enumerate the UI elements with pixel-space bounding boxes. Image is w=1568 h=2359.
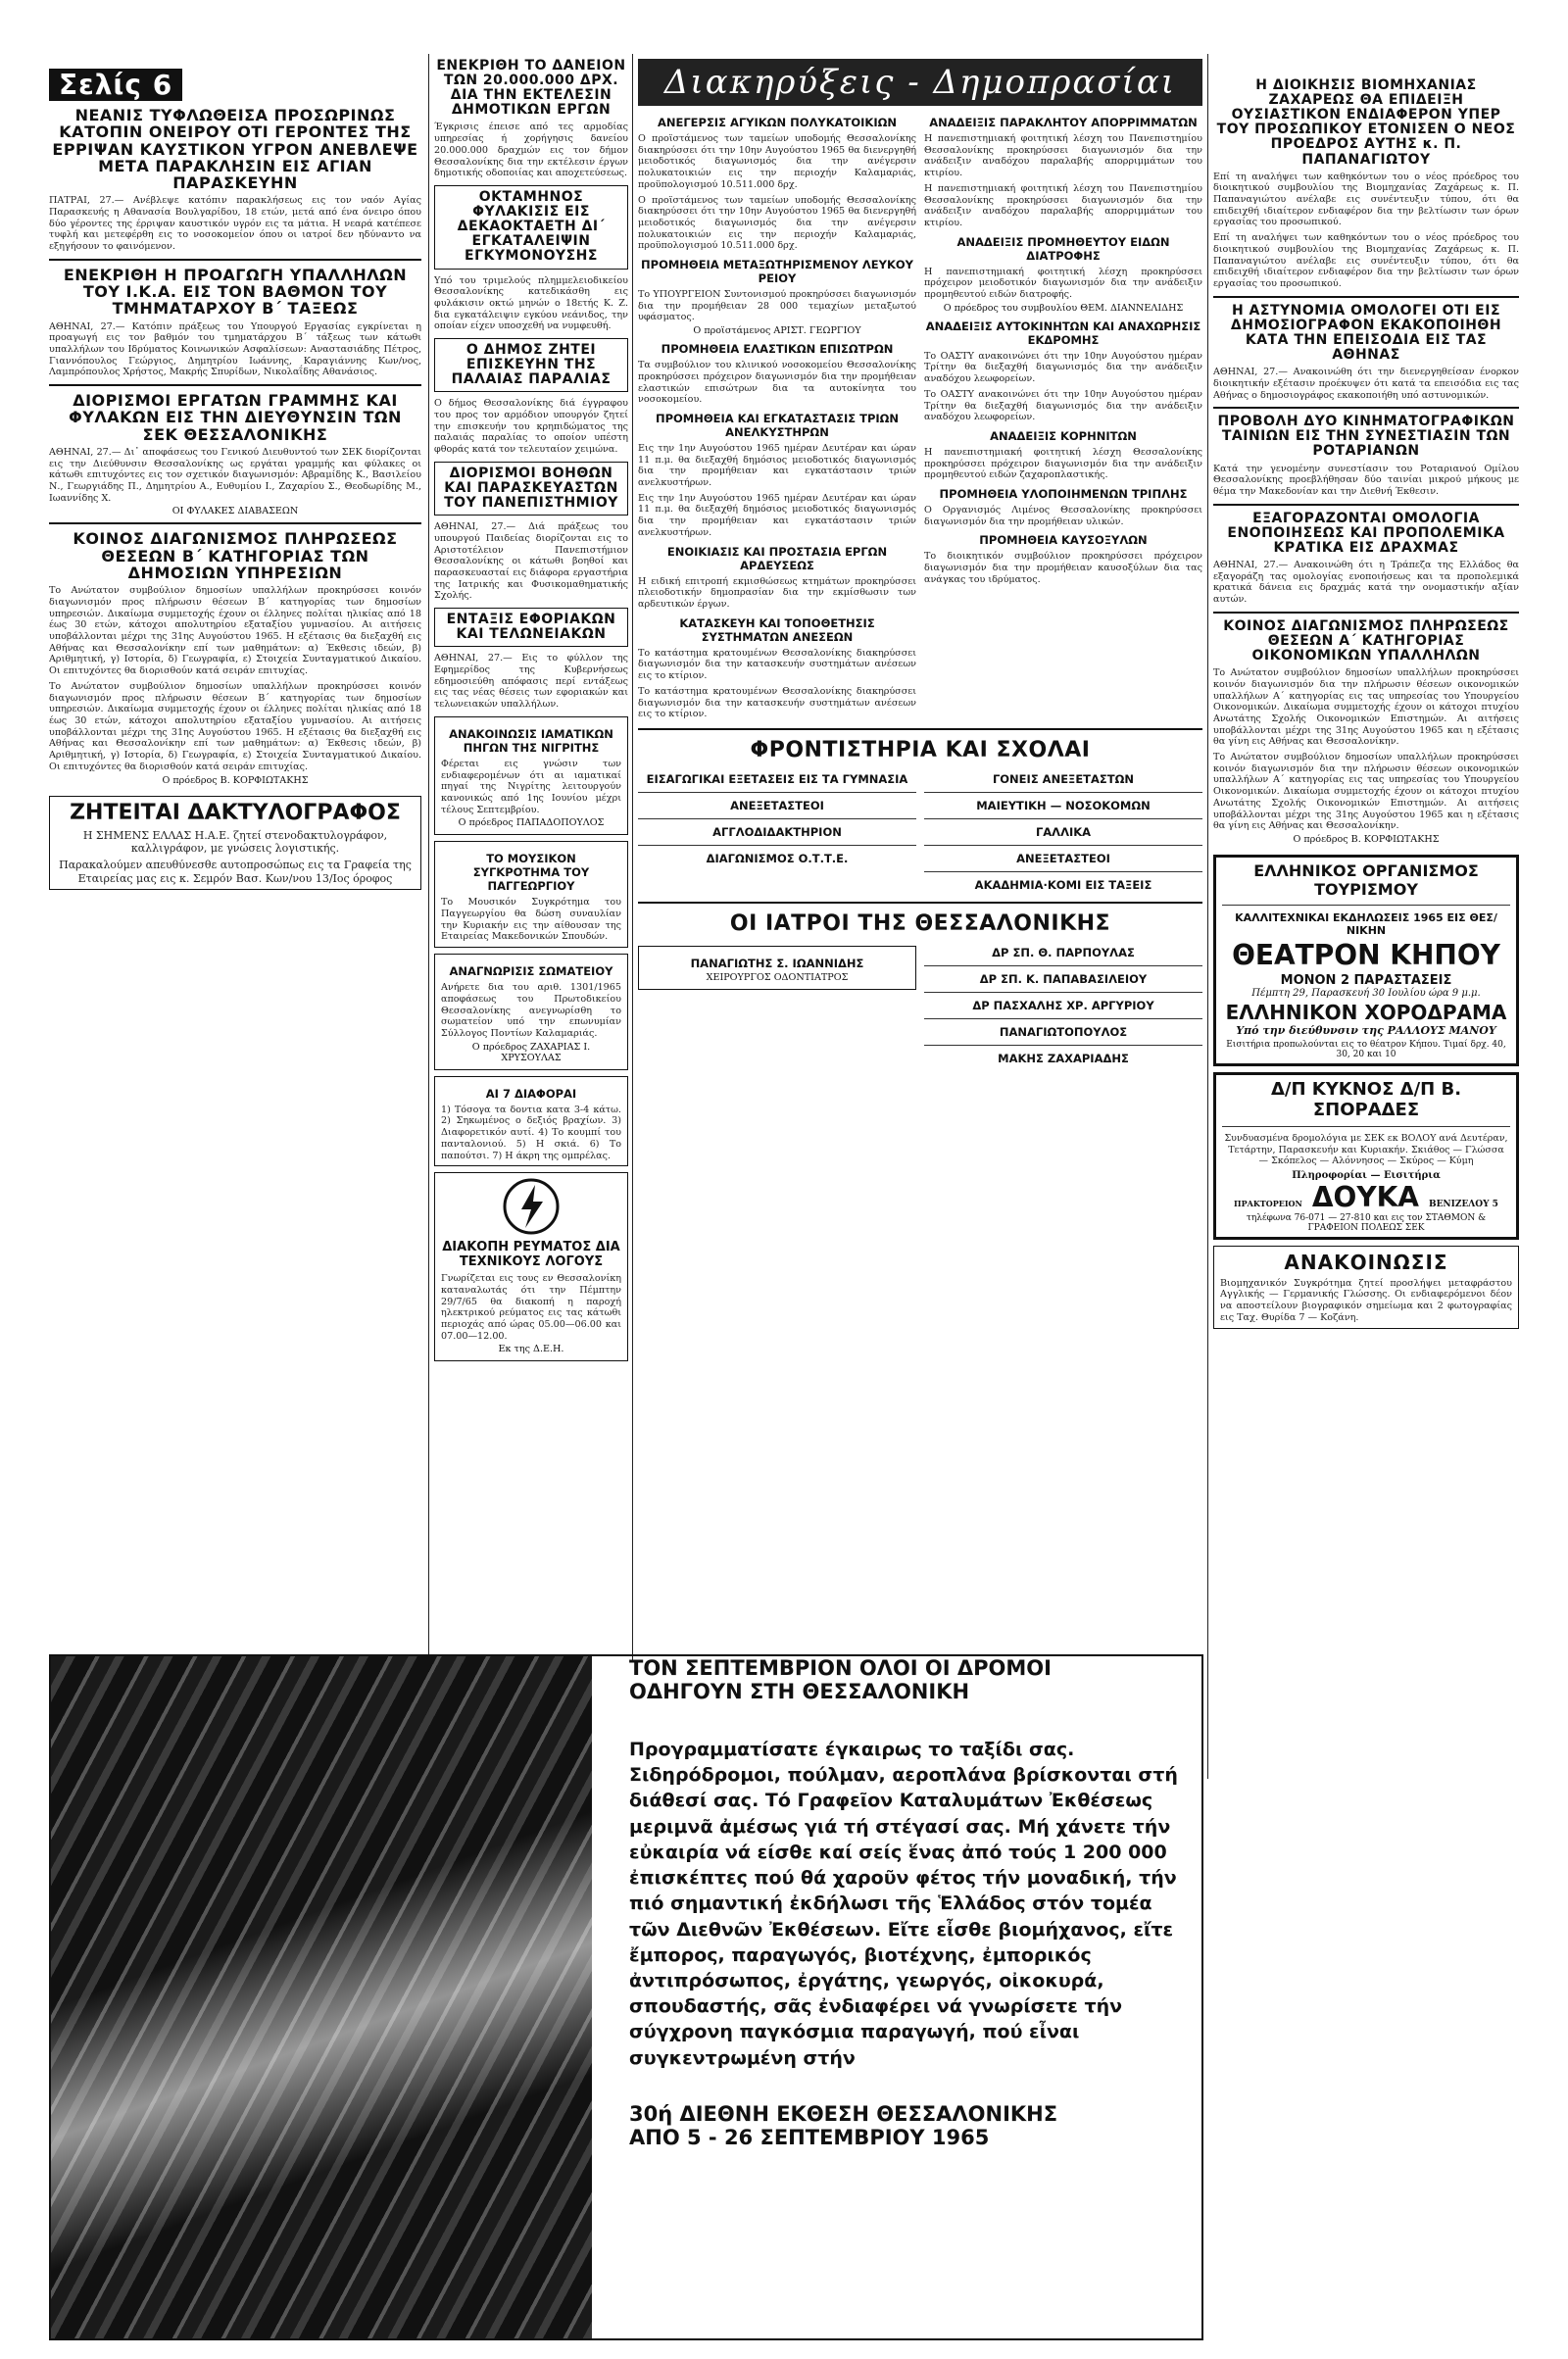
ad-title: ΖΗΤΕΙΤΑΙ ΔΑΚΤΥΛΟΓΡΑΦΟΣ xyxy=(70,800,401,825)
ad-director: Υπό την διεύθυνσιν της ΡΑΛΛΟΥΣ ΜΑΝΟΥ xyxy=(1236,1023,1496,1037)
doctor-name: ΔΡ ΣΠ. Θ. ΠΑΡΠΟΥΛΑΣ xyxy=(992,945,1135,959)
article-headline: ΝΕΑΝΙΣ ΤΥΦΛΩΘΕΙΣΑ ΠΡΟΣΩΡΙΝΩΣ ΚΑΤΟΠΙΝ ΟΝΕΙΡΟΥ ΟΤΙ ΓΕΡΟΝΤΕΣ ΤΗΣ ΕΡΡΙΨΑΝ ΚΑΥΣΤΙΚΟΝ ΥΓΡΟΝ ΑΝΕΒΛΕΨΕ ΜΕΤΑ ΠΑΡΑΚΛΗΣΙΝ ΕΙΣ ΑΓΙΑΝ ΠΑΡΑΣΚΕΥΗΝ xyxy=(52,106,418,193)
ad-title: ΑΝΑΚΟΙΝΩΣΙΣ xyxy=(1284,1250,1448,1274)
doctors-left xyxy=(638,940,916,1067)
ad-info-label: Πληροφορίαι — Εισιτήρια xyxy=(1292,1169,1441,1181)
school-ad-title: ΑΚΑΔΗΜΙΑ·ΚΟΜΙ ΕΙΣ ΤΑΞΕΙΣ xyxy=(974,877,1152,892)
article-headline: ΔΙΟΡΙΣΜΟΙ ΕΡΓΑΤΩΝ ΓΡΑΜΜΗΣ ΚΑΙ ΦΥΛΑΚΩΝ ΕΙΣ ΤΗΝ ΔΙΕΥΘΥΝΣΙΝ ΤΩΝ ΣΕΚ ΘΕΣΣΑΛΟΝΙΚΗΣ xyxy=(69,391,402,444)
boxed-article xyxy=(434,185,628,270)
boxed-article xyxy=(434,338,628,392)
notices-left xyxy=(638,110,916,720)
ad-title: Δ/Π ΚΥΚΝΟΣ Δ/Π Β. ΣΠΟΡΑΔΕΣ xyxy=(1270,1078,1462,1120)
article-headline: ΠΡΟΒΟΛΗ ΔΥΟ ΚΙΝΗΜΑΤΟΓΡΑΦΙΚΩΝ ΤΑΙΝΙΩΝ ΕΙΣ ΤΗΝ ΣΥΝΕΣΤΙΑΣΙΝ ΤΩΝ ΡΟΤΑΡΙΑΝΩΝ xyxy=(1217,414,1515,460)
notice-body: Τα συμβούλιον του κλινικού νοσοκομείου Θεσσαλονίκης προκηρύσσει πρόχειρον διαγωνισμόν δια την προμήθειαν ελαστικών επισώτρων δια τα αυτοκίνητα του νοσοκομείου. xyxy=(638,360,916,406)
schools-grid xyxy=(638,766,1202,894)
article-body: Φέρεται εις γνώσιν των ενδιαφερομένων ότι αι ιαματικαί πηγαί της Νιγρίτης λειτουργούν κανονικώς από 1ης Ιουνίου μέχρι τέλους Σεπτεμβρίου. xyxy=(441,758,621,815)
ad-body: Γνωρίζεται εις τους εν Θεσσαλονίκη καταναλωτάς ότι την Πέμπτην 29/7/65 θα διακοπή η παροχή ηλεκτρικού ρεύματος εις τας κάτωθι περιοχάς από ώρας 05.00—06.00 και 07.00—12.00. xyxy=(441,1273,621,1342)
article-body: 1) Τόσογα τα δοντια κατα 3-4 κάτω. 2) Σηκωμένος ο δεξιός βραχίων. 3) Διαφορετικόν αυτί. 4) Το κουμπί του πανταλονιού. 5) Η σκιά. 6) Το παπούτσι. 7) Η άκρη της ομπρέλας. xyxy=(441,1104,621,1161)
school-ad-title: ΜΑΙΕΥΤΙΚΗ — ΝΟΣΟΚΟΜΩΝ xyxy=(976,798,1151,812)
article-headline: Η ΔΙΟΙΚΗΣΙΣ ΒΙΟΜΗΧΑΝΙΑΣ ΖΑΧΑΡΕΩΣ ΘΑ ΕΠΙΔΕΙΞΗ ΟΥΣΙΑΣΤΙΚΟΝ ΕΝΔΙΑΦΕΡΟΝ ΥΠΕΡ ΤΟΥ ΠΡΟΣΩΠΙΚΟΥ ΕΤΟΝΙΣΕΝ Ο ΝΕΟΣ ΠΡΟΕΔΡΟΣ ΑΥΤΗΣ κ. Π. ΠΑΠΑΝΑΓΙΩΤΟΥ xyxy=(1216,78,1516,168)
section-header: ΦΡΟΝΤΙΣΤΗΡΙΑ ΚΑΙ ΣΧΟΛΑΙ xyxy=(750,737,1091,762)
article-body: ΠΑΤΡΑΙ, 27.— Ανέβλεψε κατόπιν παρακλήσεως εις τον ναόν Αγίας Παρασκευής η Αθανασία Βουλγαρίδου, 18 ετών, μετά από ένα όνειρο όπου δύο γέροντες της έρριψαν καυστικόν υγρόν εις τα μάτια. Η νεαρά κατέπεσε τυφλή και μετεφέρθη εις το νοσοκομείον όπου οι ιατροί δεν ηδύναντο να εξηγήσουν το φαινόμενον. xyxy=(49,195,421,253)
notices-right xyxy=(924,110,1202,720)
notice-signature: Ο πρόεδρος του συμβουλίου ΘΕΜ. ΔΙΑΝΝΕΛΙΔΗΣ xyxy=(943,302,1184,314)
ad-body: Βιομηχανικόν Συγκρότημα ζητεί προσλήψει μεταφράστου Αγγλικής — Γερμανικής Γλώσσης. Οι ενδιαφερόμενοι δέον να αποστείλουν βιογραφικόν σημείωμα και 2 φωτογραφίας εις Ταχ. Θυρίδα 7 — Κοζάνη. xyxy=(1220,1277,1512,1323)
doctor-ad xyxy=(638,946,916,990)
ad-agency-name: ΔΟΥΚΑ xyxy=(1311,1180,1419,1213)
ad-performances: ΜΟΝΟΝ 2 ΠΑΡΑΣΤΑΣΕΙΣ xyxy=(1280,972,1452,988)
doctor-name: ΔΡ ΣΠ. Κ. ΠΑΠΑΒΑΣΙΛΕΙΟΥ xyxy=(979,971,1148,986)
article-headline: ΕΝΕΚΡΙΘΗ ΤΟ ΔΑΝΕΙΟΝ ΤΩΝ 20.000.000 ΔΡΧ. ΔΙΑ ΤΗΝ ΕΚΤΕΛΕΣΙΝ ΔΗΜΟΤΙΚΩΝ ΕΡΓΩΝ xyxy=(436,59,626,119)
column-rule xyxy=(428,54,429,1661)
article-headline: Η ΑΣΤΥΝΟΜΙΑ ΟΜΟΛΟΓΕΙ ΟΤΙ ΕΙΣ ΔΗΜΟΣΙΟΓΡΑΦΟΝ ΕΚΑΚΟΠΟΙΗΘΗ ΚΑΤΑ ΤΗΝ ΕΠΕΙΣΟΔΙΑ ΕΙΣ ΤΑΣ ΑΘΗΝΑΣ xyxy=(1230,302,1502,364)
article-headline: ΤΟ ΜΟΥΣΙΚΟΝ ΣΥΓΚΡΟΤΗΜΑ ΤΟΥ ΠΑΓΓΕΩΡΓΙΟΥ xyxy=(472,852,590,894)
schools-left xyxy=(638,766,916,894)
doctor-name: ΜΑΚΗΣ ΖΑΧΑΡΙΑΔΗΣ xyxy=(998,1051,1129,1065)
notice-body: Ο Οργανισμός Λιμένος Θεσσαλονίκης προκηρύσσει διαγωνισμόν δια την προμήθειαν υλικών. xyxy=(924,505,1202,527)
classified-ad xyxy=(49,796,421,891)
article-body: Κατά την γενομένην συνεστίασιν του Ροταριανού Ομίλου Θεσσαλονίκης προεβλήθησαν δύο ταινίαι μικρού μήκους με θέμα την Μακεδονίαν και την Διεθνή Έκθεσιν. xyxy=(1213,463,1519,497)
section-header: ΟΙ ΙΑΤΡΟΙ ΤΗΣ ΘΕΣΣΑΛΟΝΙΚΗΣ xyxy=(729,910,1111,936)
ferry-ad xyxy=(1213,1072,1519,1240)
article-body: Το Ανώτατον συμβούλιον δημοσίων υπαλλήλων προκηρύσσει κοινόν διαγωνισμόν προς πλήρωσιν θέσεων Β΄ κατηγορίας των δημοσίων υπηρεσιών. Δικαίωμα συμμετοχής έχουν οι έλληνες πολίται ηλικίας από 18 έως 30 ετών, κάτοχοι απολυτηρίου εξαταξίου γυμνασίου. Αι αιτήσεις υποβάλλονται μέχρι της 31ης Αυγούστου 1965. Η εξέτασις θα διεξαχθή εις Αθήνας και Θεσσαλονίκην επί των μαθημάτων: α) Έκθεσις ιδεών, β) Αριθμητική, γ) Ιστορία, δ) Γεωγραφία, ε) Στοιχεία Συνταγματικού Δικαίου. Οι επιτυχόντες θα διορισθούν κατά σειράν επιτυχίας. xyxy=(49,585,421,677)
article-body: Υπό του τριμελούς πλημμελειοδικείου Θεσσαλονίκης κατεδικάσθη εις φυλάκισιν οκτώ μηνών ο 18ετής Κ. Ζ. δια εγκατάλειψιν εγκύου νεάνιδος, την οποίαν είχεν υποσχεθή να νυμφευθή. xyxy=(434,274,628,332)
boxed-article xyxy=(434,841,628,948)
article-body: ΑΘΗΝΑΙ, 27.— Διά πράξεως του υπουργού Παιδείας διορίζονται εις το Αριστοτέλειον Πανεπιστήμιον Θεσσαλονίκης οι κάτωθι βοηθοί και παρασκευασταί εις διάφορα εργαστήρια της Ιατρικής και Φυσικομαθηματικής Σχολής. xyxy=(434,521,628,602)
article-headline: ΕΝΤΑΞΙΣ ΕΦΟΡΙΑΚΩΝ ΚΑΙ ΤΕΛΩΝΕΙΑΚΩΝ xyxy=(446,612,616,643)
article-body: Επί τη αναλήψει των καθηκόντων του ο νέος πρόεδρος του διοικητικού συμβουλίου της Βιομηχανίας Ζαχάρεως κ. Π. Παπαναγιώτου ανέλαβε εις συνέντευξιν τύπου, ότι θα επιδειχθή ιδιαίτερον ενδιαφέρον δια την βελτίωσιν των όρων εργασίας του προσωπικού. xyxy=(1213,171,1519,228)
notice-body: Το κατάστημα κρατουμένων Θεσσαλονίκης διακηρύσσει διαγωνισμόν δια την κατασκευήν συστημάτων ανέσεων εις το κτίριον. xyxy=(638,647,916,682)
notice-body: Η πανεπιστημιακή φοιτητική λέσχη του Πανεπιστημίου Θεσσαλονίκης προκηρύσσει διαγωνισμόν δια την ανάδειξιν αναδόχου παραλαβής απορριμμάτων του κτιρίου. xyxy=(924,133,1202,179)
article-body: Το Ανώτατον συμβούλιον δημοσίων υπαλλήλων προκηρύσσει κοινόν διαγωνισμόν δια την πλήρωσιν θέσεων οικονομικών υπαλλήλων Α΄ κατηγορίας εις τας υπηρεσίας του Υπουργείου Οικονομικών. Δικαίωμα συμμετοχής έχουν οι κάτοχοι πτυχίου Ανωτάτης Σχολής Οικονομικών Επιστημών. Αι αιτήσεις υποβάλλονται μέχρι της 31ης Αυγούστου 1965 και η εξέτασις θα γίνη εις Αθήνας και Θεσσαλονίκην. xyxy=(1213,752,1519,832)
school-ad-title: ΕΙΣΑΓΩΓΙΚΑΙ ΕΞΕΤΑΣΕΙΣ ΕΙΣ ΤΑ ΓΥΜΝΑΣΙΑ xyxy=(646,771,908,786)
article-signature: Ο πρόεδρος ΠΑΠΑΔΟΠΟΥΛΟΣ xyxy=(458,817,605,829)
announcement-ad xyxy=(1213,1246,1519,1329)
notice-body: Ο προϊστάμενος των ταμείων υποδομής Θεσσαλονίκης διακηρύσσει ότι την 10ην Αυγούστου 1965 θα διενεργηθή μειοδοτικός διαγωνισμός δια την ανέγερσιν πολυκατοικιών εις την περιοχήν Καλαμαριάς, προϋπολογισμού 10.511.000 δρχ. xyxy=(638,194,916,252)
notice-body: Η ειδική επιτροπή εκμισθώσεως κτημάτων προκηρύσσει πλειοδοτικήν δημοπρασίαν δια την εκμίσθωσιν των αρδευτικών έργων. xyxy=(638,575,916,610)
column-4 xyxy=(1213,78,1519,2323)
fair-headline: ΟΔΗΓΟΥΝ ΣΤΗ ΘΕΣΣΑΛΟΝΙΚΗ xyxy=(629,1680,970,1703)
dei-logo-icon xyxy=(502,1177,561,1236)
doctor-name: ΠΑΝΑΓΙΩΤΗΣ Σ. ΙΩΑΝΝΙΔΗΣ xyxy=(690,956,864,970)
notice-headline: ΚΑΤΑΣΚΕΥΗ ΚΑΙ ΤΟΠΟΘΕΤΗΣΙΣ ΣΥΣΤΗΜΑΤΩΝ ΑΝΕΣΕΩΝ xyxy=(679,615,875,644)
notice-body: Το ΟΑΣΤΥ ανακοινώνει ότι την 10ην Αυγούστου ημέραν Τρίτην θα διεξαχθή διαγωνισμός δια την ανάδειξιν αναδόχου λεωφορείων. xyxy=(924,388,1202,423)
notice-headline: ΠΡΟΜΗΘΕΙΑ ΥΛΟΠΟΙΗΜΕΝΩΝ ΤΡΙΠΛΗΣ xyxy=(939,487,1188,502)
fair-headline: ΤΟΝ ΣΕΠΤΕΜΒΡΙΟΝ ΟΛΟΙ ΟΙ ΔΡΟΜΟΙ xyxy=(629,1656,1052,1680)
page-number-tag: Σελίς 6 xyxy=(49,69,182,101)
notice-signature: Ο προϊστάμενος ΑΡΙΣΤ. ΓΕΩΡΓΙΟΥ xyxy=(693,325,861,337)
ad-show: ΕΛΛΗΝΙΚΟΝ ΧΟΡΟΔΡΑΜΑ xyxy=(1225,1000,1507,1024)
boxed-article xyxy=(434,462,628,516)
article-body: Ανήρετε δια του αριθ. 1301/1965 αποφάσεως του Πρωτοδικείου Θεσσαλονίκης ανεγνωρίσθη το σωματείον υπό την επωνυμίαν Σύλλογος Ποντίων Καλαμαριάς. xyxy=(441,982,621,1039)
ad-agency-address: ΒΕΝΙΖΕΛΟΥ 5 xyxy=(1428,1199,1498,1209)
article-headline: ΑΝΑΚΟΙΝΩΣΙΣ ΙΑΜΑΤΙΚΩΝ ΠΗΓΩΝ ΤΗΣ ΝΙΓΡΙΤΗΣ xyxy=(449,726,613,755)
school-ad-title: ΑΝΕΞΕΤΑΣΤΕΟΙ xyxy=(730,798,824,812)
article-body: ΑΘΗΝΑΙ, 27.— Ανακοινώθη ότι η Τράπεζα της Ελλάδος θα εξαγοράζη τας ομολογίας ενοποιήσεως και τα προπολεμικά κρατικά δάνεια εις δραχμάς κατά την ονομαστικήν αξίαν αυτών. xyxy=(1213,560,1519,606)
boxed-article xyxy=(434,954,628,1070)
article-signature: ΟΙ ΦΥΛΑΚΕΣ ΔΙΑΒΑΣΕΩΝ xyxy=(172,506,299,517)
eot-theater-ad xyxy=(1213,855,1519,1066)
notice-headline: ΑΝΑΔΕΙΞΙΣ ΠΑΡΑΚΛΗΤΟΥ ΑΠΟΡΡΙΜΜΑΤΩΝ xyxy=(929,116,1198,129)
notice-body: Το κατάστημα κρατουμένων Θεσσαλονίκης διακηρύσσει διαγωνισμόν δια την κατασκευήν συστημάτων ανέσεων εις το κτίριον. xyxy=(638,685,916,720)
fair-footer: ΑΠΟ 5 - 26 ΣΕΠΤΕΜΒΡΙΟΥ 1965 xyxy=(629,2125,990,2149)
boxed-article xyxy=(434,608,628,647)
ad-agency-row xyxy=(1222,1181,1510,1213)
school-ad-title: ΓΑΛΛΙΚΑ xyxy=(1035,824,1092,839)
ad-body: Η ΣΗΜΕΝΣ ΕΛΛΑΣ Η.Α.Ε. ζητεί στενοδακτυλογράφον, καλλιγράφον, με γνώσεις λογιστικής. xyxy=(82,828,388,855)
ad-signature: Εκ της Δ.Ε.Η. xyxy=(498,1344,564,1355)
school-ad-title: ΓΟΝΕΙΣ ΑΝΕΞΕΤΑΣΤΩΝ xyxy=(992,771,1135,786)
article-body: ΑΘΗΝΑΙ, 27.— Δι᾽ αποφάσεως του Γενικού Διευθυντού των ΣΕΚ διορίζονται εις την Διεύθυνσιν Θεσσαλονίκης ως εργάται γραμμής και φύλακες οι κάτωθι επιτυχόντες εις τον σχετικόν διαγωνισμόν: Αβραμίδης Κ., Βασιλείου Ν., Γεωργιάδης Π., Δημητρίου Α., Ευθυμίου Ι., Ζαχαρίου Σ., Θεοδωρίδης Μ., Ιωαννίδης Χ. xyxy=(49,446,421,504)
doctors-right xyxy=(924,940,1202,1067)
boxed-article xyxy=(434,716,628,836)
school-ad-title: ΑΓΓΛΟΔΙΔΑΚΤΗΡΙΟΝ xyxy=(712,824,842,839)
fair-advertisement xyxy=(49,1654,1203,2340)
fair-photo-highlight xyxy=(51,1656,592,2338)
ad-tickets: Εισιτήρια προπωλούνται εις το θέατρον Κήπου. Τιμαί δρχ. 40, 30, 20 και 10 xyxy=(1226,1039,1506,1059)
ad-org: ΕΛΛΗΝΙΚΟΣ ΟΡΓΑΝΙΣΜΟΣ ΤΟΥΡΙΣΜΟΥ xyxy=(1253,860,1479,899)
fair-photo xyxy=(51,1656,592,2338)
column-rule xyxy=(1207,54,1208,1779)
doctor-name: ΠΑΝΑΓΙΩΤΟΠΟΥΛΟΣ xyxy=(999,1024,1128,1039)
notice-body: Η πανεπιστημιακή φοιτητική λέσχη Θεσσαλονίκης προκηρύσσει πρόχειρον διαγωνισμόν δια την ανάδειξιν προμηθευτού ειδών ζαχαροπλαστικής. xyxy=(924,446,1202,481)
ad-phones: τηλέφωνα 76-071 — 27-810 και εις τον ΣΤΑΘΜΟΝ & ΓΡΑΦΕΙΟΝ ΠΟΛΕΩΣ ΣΕΚ xyxy=(1246,1212,1487,1233)
article-headline: ΑΙ 7 ΔΙΑΦΟΡΑΙ xyxy=(485,1086,577,1101)
notice-body: Το ΟΑΣΤΥ ανακοινώνει ότι την 10ην Αυγούστου ημέραν Τρίτην θα διεξαχθή διαγωνισμός δια την ανάδειξιν αναδόχου λεωφορείων. xyxy=(924,350,1202,385)
notice-body: Ο προϊστάμενος των ταμείων υποδομής Θεσσαλονίκης διακηρύσσει ότι την 10ην Αυγούστου 1965 θα διενεργηθή μειοδοτικός διαγωνισμός δια την ανέγερσιν πολυκατοικιών εις την περιοχήν Καλαμαριάς, προϋπολογισμού 10.511.000 δρχ. xyxy=(638,133,916,190)
ad-subtitle: ΚΑΛΛΙΤΕΧΝΙΚΑΙ ΕΚΔΗΛΩΣΕΙΣ 1965 ΕΙΣ ΘΕΣ/ΝΙΚΗΝ xyxy=(1235,910,1497,937)
notice-headline: ΑΝΕΓΕΡΣΙΣ ΑΓΥΙΚΩΝ ΠΟΛΥΚΑΤΟΙΚΙΩΝ xyxy=(657,116,898,129)
article-body: Το Ανώτατον συμβούλιον δημοσίων υπαλλήλων προκηρύσσει κοινόν διαγωνισμόν δια την πλήρωσιν θέσεων οικονομικών υπαλλήλων Α΄ κατηγορίας εις τας υπηρεσίας του Υπουργείου Οικονομικών. Δικαίωμα συμμετοχής έχουν οι κάτοχοι πτυχίου Ανωτάτης Σχολής Οικονομικών Επιστημών. Αι αιτήσεις υποβάλλονται μέχρι της 31ης Αυγούστου 1965 και η εξέτασις θα γίνη εις Αθήνας και Θεσσαλονίκην. xyxy=(1213,667,1519,748)
notices-grid xyxy=(638,110,1202,720)
section-banner: Διακηρύξεις - Δημοπρασίαι xyxy=(638,59,1202,106)
doctor-specialty: ΧΕΙΡΟΥΡΓΟΣ ΟΔΟΝΤΙΑΤΡΟΣ xyxy=(706,971,849,983)
article-body: ΑΘΗΝΑΙ, 27.— Κατόπιν πράξεως του Υπουργού Εργασίας εγκρίνεται η προαγωγή εις τον βαθμόν του τμηματάρχου Β΄ τάξεως των κάτωθι υπαλλήλων του Ιδρύματος Κοινωνικών Ασφαλίσεων: Αναστασιάδης Πέτρος, Γιαννόπουλος Γεώργιος, Δημητρίου Ιωάννης, Καραγιάννης Κων/νος, Λαμπρόπουλος Χρήστος, Μακρής Σπυρίδων, Νικολαΐδης Αθανάσιος. xyxy=(49,320,421,378)
column-1 xyxy=(49,69,421,1646)
article-headline: ΑΝΑΓΝΩΡΙΣΙΣ ΣΩΜΑΤΕΙΟΥ xyxy=(449,964,613,979)
notice-body: Το διοικητικόν συμβούλιον προκηρύσσει πρόχειρον διαγωνισμόν δια την προμήθειαν καυσοξύλων δια τας ανάγκας του ιδρύματος. xyxy=(924,551,1202,585)
column-rule xyxy=(632,54,633,1661)
doctor-name: ΔΡ ΠΑΣΧΑΛΗΣ ΧΡ. ΑΡΓΥΡΙΟΥ xyxy=(972,998,1154,1012)
article-headline: ΕΝΕΚΡΙΘΗ Η ΠΡΟΑΓΩΓΗ ΥΠΑΛΛΗΛΩΝ ΤΟΥ Ι.Κ.Α. ΕΙΣ ΤΟΝ ΒΑΘΜΟΝ ΤΟΥ ΤΜΗΜΑΤΑΡΧΟΥ Β΄ ΤΑΞΕΩΣ xyxy=(63,265,408,319)
article-body: Επί τη αναλήψει των καθηκόντων του ο νέος πρόεδρος του διοικητικού συμβουλίου της Βιομηχανίας Ζαχάρεως κ. Π. Παπαναγιώτου ανέλαβε εις συνέντευξιν τύπου, ότι θα επιδειχθή ιδιαίτερον ενδιαφέρον δια την βελτίωσιν των όρων εργασίας του προσωπικού. xyxy=(1213,232,1519,289)
article-body: ΑΘΗΝΑΙ, 27.— Εις το φύλλον της Εφημερίδος της Κυβερνήσεως εδημοσιεύθη απόφασις περί εντάξεως εις τας νέας θέσεις των εφοριακών και τελωνειακών υπαλλήλων. xyxy=(434,653,628,711)
notice-body: Το ΥΠΟΥΡΓΕΙΟΝ Συντονισμού προκηρύσσει διαγωνισμόν δια την προμήθειαν 28 000 τεμαχίων μεταξωτού υφάσματος. xyxy=(638,289,916,323)
article-signature: Ο πρόεδρος Β. ΚΟΡΦΙΩΤΑΚΗΣ xyxy=(162,774,309,786)
notice-headline: ΕΝΟΙΚΙΑΣΙΣ ΚΑΙ ΠΡΟΣΤΑΣΙΑ ΕΡΓΩΝ ΑΡΔΕΥΣΕΩΣ xyxy=(666,544,888,572)
ad-venue: ΘΕΑΤΡΟΝ ΚΗΠΟΥ xyxy=(1232,938,1500,971)
notice-headline: ΠΡΟΜΗΘΕΙΑ ΚΑΙ ΕΓΚΑΤΑΣΤΑΣΙΣ ΤΡΙΩΝ ΑΝΕΛΚΥΣΤΗΡΩΝ xyxy=(655,411,900,439)
fair-ad-text xyxy=(629,1656,1178,2338)
boxed-article xyxy=(434,1076,628,1167)
column-3 xyxy=(638,59,1202,1646)
article-body: Το Μουσικόν Συγκρότημα του Παγγεωργίου θα δώση συναυλίαν την Κυριακήν εις την αίθουσαν της Εταιρείας Μακεδονικών Σπουδών. xyxy=(441,897,621,943)
notice-headline: ΠΡΟΜΗΘΕΙΑ ΕΛΑΣΤΙΚΩΝ ΕΠΙΣΩΤΡΩΝ xyxy=(661,342,894,357)
notice-body: Εις την 1ην Αυγούστου 1965 ημέραν Δευτέραν και ώραν 11 π.μ. θα διεξαχθή δημόσιος μειοδοτικός διαγωνισμός δια την προμήθειαν και εγκατάστασιν τριών ανελκυστήρων. xyxy=(638,492,916,538)
article-headline: ΔΙΟΡΙΣΜΟΙ ΒΟΗΘΩΝ ΚΑΙ ΠΑΡΑΣΚΕΥΑΣΤΩΝ ΤΟΥ ΠΑΝΕΠΙΣΤΗΜΙΟΥ xyxy=(444,465,618,512)
power-outage-ad xyxy=(434,1172,628,1361)
school-ad-title: ΔΙΑΓΩΝΙΣΜΟΣ Ο.Τ.Τ.Ε. xyxy=(706,851,849,865)
fair-footer: 30ή ΔΙΕΘΝΗ ΕΚΘΕΣΗ ΘΕΣΣΑΛΟΝΙΚΗΣ xyxy=(629,2101,1058,2126)
article-headline: Ο ΔΗΜΟΣ ΖΗΤΕΙ ΕΠΙΣΚΕΥΗΝ ΤΗΣ ΠΑΛΑΙΑΣ ΠΑΡΑΛΙΑΣ xyxy=(451,342,612,388)
article-body: ΑΘΗΝΑΙ, 27.— Ανακοινώθη ότι την διενεργηθείσαν ένορκον διοικητικήν εξέτασιν προέκυψεν ότι κατά τα επεισόδια εις τας Αθήνας ο δημοσιογράφος εκακοποιήθη υπό αστυνομικών. xyxy=(1213,367,1519,401)
ad-agency-label: ΠΡΑΚΤΟΡΕΙΟΝ xyxy=(1234,1198,1302,1208)
notice-headline: ΑΝΑΔΕΙΞΙΣ ΑΥΤΟΚΙΝΗΤΩΝ ΚΑΙ ΑΝΑΧΩΡΗΣΙΣ ΕΚΔΡΟΜΗΣ xyxy=(925,319,1201,347)
notice-headline: ΑΝΑΔΕΙΞΙΣ ΚΟΡΗΝΙΤΩΝ xyxy=(990,428,1137,443)
school-ad-title: ΑΝΕΞΕΤΑΣΤΕΟΙ xyxy=(1016,851,1110,865)
article-signature: Ο πρόεδρος Β. ΚΟΡΦΙΩΤΑΚΗΣ xyxy=(1293,833,1440,845)
notice-body: Η πανεπιστημιακή φοιτητική λέσχη προκηρύσσει πρόχειρον μειοδοτικόν διαγωνισμόν δια την ανάδειξιν προμηθευτού ειδών διατροφής. xyxy=(924,266,1202,301)
notice-headline: ΑΝΑΔΕΙΞΙΣ ΠΡΟΜΗΘΕΥΤΟΥ ΕΙΔΩΝ ΔΙΑΤΡΟΦΗΣ xyxy=(956,234,1170,263)
article-signature: Ο πρόεδρος ΖΑΧΑΡΙΑΣ Ι. ΧΡΥΣΟΥΛΑΣ xyxy=(471,1041,591,1063)
article-headline: ΚΟΙΝΟΣ ΔΙΑΓΩΝΙΣΜΟΣ ΠΛΗΡΩΣΕΩΣ ΘΕΣΕΩΝ Β΄ ΚΑΤΗΓΟΡΙΑΣ ΤΩΝ ΔΗΜΟΣΙΩΝ ΥΠΗΡΕΣΙΩΝ xyxy=(73,529,398,582)
article-headline: ΟΚΤΑΜΗΝΟΣ ΦΥΛΑΚΙΣΙΣ ΕΙΣ ΔΕΚΑΟΚΤΑΕΤΗ ΔΙ΄ ΕΓΚΑΤΑΛΕΙΨΙΝ ΕΓΚΥΜΟΝΟΥΣΗΣ xyxy=(457,188,606,265)
notice-body: Εις την 1ην Αυγούστου 1965 ημέραν Δευτέραν και ώραν 11 π.μ. θα διεξαχθή δημόσιος μειοδοτικός διαγωνισμός δια την προμήθειαν και εγκατάστασιν τριών ανελκυστήρων. xyxy=(638,442,916,489)
article-body: Ο δήμος Θεσσαλονίκης διά έγγραφου του προς τον αρμόδιον υπουργόν ζητεί την επισκευήν του κρηπιδώματος της παλαιάς παραλίας το οποίον υπέστη φθοράς κατά τον τελευταίον χειμώνα. xyxy=(434,398,628,456)
article-headline: ΕΞΑΓΟΡΑΖΟΝΤΑΙ ΟΜΟΛΟΓΙΑ ΕΝΟΠΟΙΗΣΕΩΣ ΚΑΙ ΠΡΟΠΟΛΕΜΙΚΑ ΚΡΑΤΙΚΑ ΕΙΣ ΔΡΑΧΜΑΣ xyxy=(1227,510,1505,556)
column-2 xyxy=(434,59,628,1646)
notice-headline: ΠΡΟΜΗΘΕΙΑ ΚΑΥΣΟΞΥΛΩΝ xyxy=(979,533,1148,548)
schools-right xyxy=(924,766,1202,894)
notice-headline: ΠΡΟΜΗΘΕΙΑ ΜΕΤΑΞΩΤΗΡΙΣΜΕΝΟΥ ΛΕΥΚΟΥ ΡΕΙΟΥ xyxy=(641,258,913,286)
ad-dates: Πέμπτη 29, Παρασκευή 30 Ιουλίου ώρα 9 μ.μ. xyxy=(1251,987,1481,999)
article-body: Το Ανώτατον συμβούλιον δημοσίων υπαλλήλων προκηρύσσει κοινόν διαγωνισμόν προς πλήρωσιν θέσεων Β΄ κατηγορίας των δημοσίων υπηρεσιών. Δικαίωμα συμμετοχής έχουν οι έλληνες πολίται ηλικίας από 18 έως 30 ετών, κάτοχοι απολυτηρίου εξαταξίου γυμνασίου. Αι αιτήσεις υποβάλλονται μέχρι της 31ης Αυγούστου 1965. Η εξέτασις θα διεξαχθή εις Αθήνας και Θεσσαλονίκην επί των μαθημάτων: α) Έκθεσις ιδεών, β) Αριθμητική, γ) Ιστορία, δ) Γεωγραφία, ε) Στοιχεία Συνταγματικού Δικαίου. Οι επιτυχόντες θα διορισθούν κατά σειράν επιτυχίας. xyxy=(49,680,421,772)
article-headline: ΚΟΙΝΟΣ ΔΙΑΓΩΝΙΣΜΟΣ ΠΛΗΡΩΣΕΩΣ ΘΕΣΕΩΝ Α΄ ΚΑΤΗΓΟΡΙΑΣ ΟΙΚΟΝΟΜΙΚΩΝ ΥΠΑΛΛΗΛΩΝ xyxy=(1223,617,1509,664)
ad-body: Παρακαλούμεν απευθύνεσθε αυτοπροσώπως εις τα Γραφεία της Εταιρείας μας εις κ. Σεμρόν Βασ. Κων/νου 13/Ιος όροφος xyxy=(59,859,412,885)
ad-body: Συνδυασμένα δρομολόγια με ΣΕΚ εκ ΒΟΛΟΥ ανά Δευτέραν, Τετάρτην, Παρασκευήν και Κυριακήν. Σκιάθος — Γλώσσα — Σκόπελος — Αλόννησος — Σκύρος — Κύμη xyxy=(1224,1132,1508,1167)
article-body: Έγκρισις έπεισε από τες αρμοδίας υπηρεσίας ή χορήγησις δανείου 20.000.000 δραχμών εις τον δήμον Θεσσαλονίκης δια την εκτέλεσιν έργων δημοτικής οδοποιίας και αποχετεύσεως. xyxy=(434,122,628,179)
ad-title: ΔΙΑΚΟΠΗ ΡΕΥΜΑΤΟΣ ΔΙΑ ΤΕΧΝΙΚΟΥΣ ΛΟΓΟΥΣ xyxy=(442,1240,620,1270)
fair-body: Προγραμματίσατε έγκαιρως το ταξίδι σας. Σιδηρόδρομοι, πούλμαν, αεροπλάνα βρίσκονται στή διάθεσί σας. Τό Γραφεῖον Καταλυμάτων Ἐκθέσεως μεριμνᾶ ἀμέσως γιά τή στέγασί σας. Μή χάνετε τήν εὐκαιρία νά είσθε καί σείς ἕνας ἀπό τούς 1 200 000 ἐπισκέπτες πού θά χαροῦν φέτος τήν μοναδική, τήν πιό σημαντική ἐκδήλωσι τῆς Ἑλλάδος στόν τομέα τῶν Διεθνῶν Ἐκθέσεων. Εἴτε εἶσθε βιομήχανος, εἴτε ἔμπορος, παραγωγός, βιοτέχνης, ἐμπορικός ἀντιπρόσωπος, ἐργάτης, γεωργός, οἰκοκυρά, σπουδαστής, σᾶς ἐνδιαφέρει νά γνωρίσετε τήν σύγχρονη παγκόσμια παραγωγή, πού εἶναι συγκεντρωμένη στήν xyxy=(629,1739,1178,2069)
doctors-grid xyxy=(638,940,1202,1067)
notice-body: Η πανεπιστημιακή φοιτητική λέσχη του Πανεπιστημίου Θεσσαλονίκης προκηρύσσει διαγωνισμόν δια την ανάδειξιν αναδόχου παραλαβής απορριμμάτων του κτιρίου. xyxy=(924,182,1202,228)
